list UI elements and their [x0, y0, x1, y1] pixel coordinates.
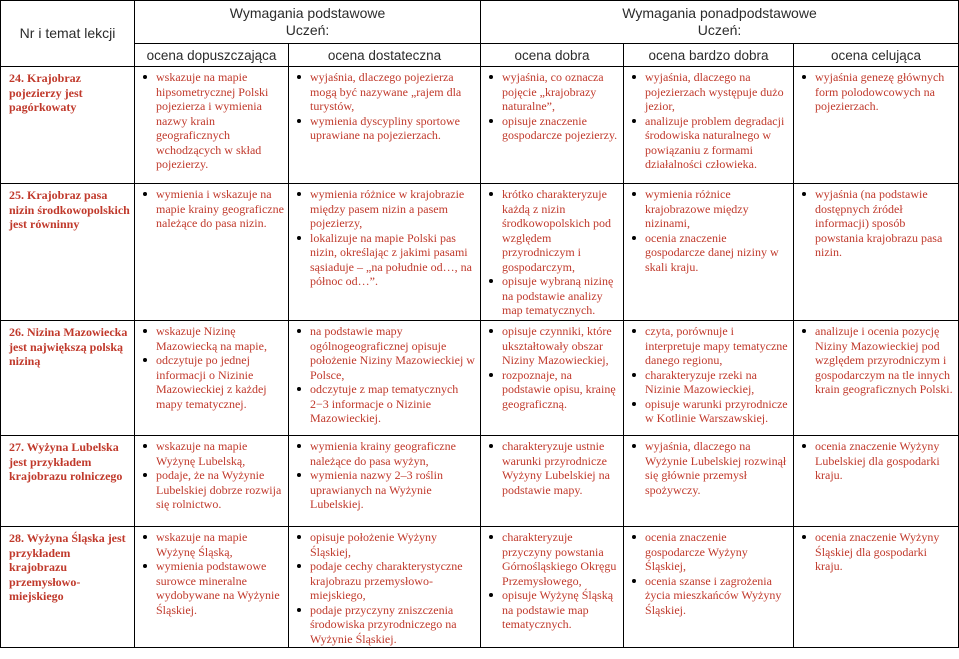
- requirement-cell: [794, 527, 959, 648]
- list-item: wskazuje na mapie hipsometrycznej Polski pojezierza i wymienia nazwy krain geograficznych wchodzących w skład pojezierzy.: [141, 70, 284, 172]
- list-item: wymienia i wskazuje na mapie krainy geograficzne należące do pasa nizin.: [141, 187, 284, 231]
- list-item: charakteryzuje rzeki na Nizinie Mazowieckiej,: [630, 368, 789, 397]
- requirement-cell: [794, 184, 959, 321]
- list-item: opisuje wybraną nizinę na podstawie analizy map tematycznych.: [487, 274, 619, 318]
- list-item: wyjaśnia, dlaczego na Wyżynie Lubelskiej rozwinął się głównie przemysł spożywczy.: [630, 439, 789, 497]
- requirement-cell: [135, 436, 289, 527]
- list-item: odczytuje po jednej informacji o Nizinie Mazowieckiej z każdej mapy tematycznej.: [141, 353, 284, 411]
- list-item: czyta, porównuje i interpretuje mapy tematyczne danego regionu,: [630, 324, 789, 368]
- requirement-cell: [135, 527, 289, 648]
- list-item: analizuje i ocenia pozycję Niziny Mazowieckiej pod względem przyrodniczym i gospodarczym na tle innych krain geograficznych Polski.: [800, 324, 954, 397]
- requirement-cell: [135, 321, 289, 436]
- list-item: opisuje czynniki, które ukształtowały obszar Niziny Mazowieckiej,: [487, 324, 619, 368]
- grade-header: ocena celująca: [794, 44, 959, 67]
- basic-header: Wymagania podstawowe Uczeń:: [135, 1, 481, 44]
- list-item: ocenia znaczenie Wyżyny Lubelskiej dla gospodarki kraju.: [800, 439, 954, 483]
- list-item: opisuje warunki przyrodnicze w Kotlinie Warszawskiej.: [630, 397, 789, 426]
- requirement-cell: [481, 67, 624, 184]
- requirement-cell: [289, 436, 481, 527]
- requirement-cell: [481, 184, 624, 321]
- list-item: opisuje znaczenie gospodarcze pojezierzy.: [487, 114, 619, 143]
- requirement-cell: [624, 321, 794, 436]
- list-item: rozpoznaje, na podstawie opisu, krainę geograficzną.: [487, 368, 619, 412]
- list-item: na podstawie mapy ogólnogeograficznej opisuje położenie Niziny Mazowieckiej w Polsce,: [295, 324, 476, 382]
- requirement-cell: [794, 436, 959, 527]
- requirement-cell: [624, 527, 794, 648]
- requirement-cell: [624, 67, 794, 184]
- requirement-cell: [481, 436, 624, 527]
- list-item: odczytuje z map tematycznych 2−3 informacje o Nizinie Mazowieckiej.: [295, 382, 476, 426]
- list-item: opisuje Wyżynę Śląską na podstawie map tematycznych.: [487, 588, 619, 632]
- list-item: wskazuje na mapie Wyżynę Śląską,: [141, 530, 284, 559]
- requirement-cell: [481, 321, 624, 436]
- list-item: ocenia znaczenie Wyżyny Śląskiej dla gospodarki kraju.: [800, 530, 954, 574]
- header-row-2: [1, 44, 959, 67]
- lesson-topic: 25. Krajobraz pasa nizin środkowopolskich jest równinny: [1, 184, 135, 321]
- requirement-cell: [624, 436, 794, 527]
- requirement-cell: [794, 67, 959, 184]
- requirement-cell: [794, 321, 959, 436]
- lesson-topic: 26. Nizina Mazowiecka jest największą polską niziną: [1, 321, 135, 436]
- list-item: wskazuje Nizinę Mazowiecką na mapie,: [141, 324, 284, 353]
- list-item: wymienia dyscypliny sportowe uprawiane na pojezierzach.: [295, 114, 476, 143]
- requirement-cell: [135, 67, 289, 184]
- list-item: wskazuje na mapie Wyżynę Lubelską,: [141, 439, 284, 468]
- list-item: podaje cechy charakterystyczne krajobrazu przemysłowo-miejskiego,: [295, 559, 476, 603]
- list-item: analizuje problem degradacji środowiska naturalnego w powiązaniu z formami działalności człowieka.: [630, 114, 789, 172]
- list-item: wymienia różnice krajobrazowe między nizinami,: [630, 187, 789, 231]
- list-item: ocenia znaczenie gospodarcze danej niziny w skali kraju.: [630, 231, 789, 275]
- requirement-cell: [289, 321, 481, 436]
- list-item: wyjaśnia (na podstawie dostępnych źródeł informacji) sposób powstania krajobrazu pasa nizin.: [800, 187, 954, 260]
- topic-header: Nr i temat lekcji: [1, 1, 135, 67]
- list-item: ocenia znaczenie gospodarcze Wyżyny Śląskiej,: [630, 530, 789, 574]
- header-row-1: [1, 1, 959, 44]
- table-row: [1, 67, 959, 184]
- requirement-cell: [135, 184, 289, 321]
- grade-header: ocena bardzo dobra: [624, 44, 794, 67]
- grade-header: ocena dobra: [481, 44, 624, 67]
- list-item: podaje, że na Wyżynie Lubelskiej dobrze rozwija się rolnictwo.: [141, 468, 284, 512]
- list-item: ocenia szanse i zagrożenia życia mieszkańców Wyżyny Śląskiej.: [630, 574, 789, 618]
- table-row: [1, 184, 959, 321]
- table-row: [1, 321, 959, 436]
- requirement-cell: [289, 527, 481, 648]
- lesson-topic: 24. Krajobraz pojezierzy jest pagórkowaty: [1, 67, 135, 184]
- list-item: wymienia nazwy 2–3 roślin uprawianych na Wyżynie Lubelskiej.: [295, 468, 476, 512]
- list-item: charakteryzuje ustnie warunki przyrodnicze Wyżyny Lubelskiej na podstawie mapy.: [487, 439, 619, 497]
- list-item: wymienia krainy geograficzne należące do pasa wyżyn,: [295, 439, 476, 468]
- grade-header: ocena dostateczna: [289, 44, 481, 67]
- table-row: [1, 527, 959, 648]
- requirement-cell: [624, 184, 794, 321]
- list-item: charakteryzuje przyczyny powstania Górnośląskiego Okręgu Przemysłowego,: [487, 530, 619, 588]
- requirement-cell: [289, 184, 481, 321]
- list-item: lokalizuje na mapie Polski pas nizin, określając z jakimi pasami sąsiaduje – „na południe od…, na północ od…”.: [295, 231, 476, 289]
- requirement-cell: [481, 527, 624, 648]
- table-row: [1, 436, 959, 527]
- list-item: wyjaśnia, dlaczego na pojezierzach występuje dużo jezior,: [630, 70, 789, 114]
- lesson-topic: 28. Wyżyna Śląska jest przykładem krajobrazu przemysłowo-miejskiego: [1, 527, 135, 648]
- list-item: wyjaśnia genezę głównych form polodowcowych na pojezierzach.: [800, 70, 954, 114]
- lesson-topic: 27. Wyżyna Lubelska jest przykładem krajobrazu rolniczego: [1, 436, 135, 527]
- grade-header: ocena dopuszczająca: [135, 44, 289, 67]
- list-item: wymienia różnice w krajobrazie między pasem nizin a pasem pojezierzy,: [295, 187, 476, 231]
- advanced-header: Wymagania ponadpodstawowe Uczeń:: [481, 1, 959, 44]
- list-item: wyjaśnia, dlaczego pojezierza mogą być nazywane „rajem dla turystów,: [295, 70, 476, 114]
- requirement-cell: [289, 67, 481, 184]
- list-item: podaje przyczyny zniszczenia środowiska przyrodniczego na Wyżynie Śląskiej.: [295, 603, 476, 647]
- list-item: krótko charakteryzuje każdą z nizin środkowopolskich pod względem przyrodniczym i gospodarczym,: [487, 187, 619, 274]
- list-item: opisuje położenie Wyżyny Śląskiej,: [295, 530, 476, 559]
- list-item: wyjaśnia, co oznacza pojęcie „krajobrazy naturalne”,: [487, 70, 619, 114]
- list-item: wymienia podstawowe surowce mineralne wydobywane na Wyżynie Śląskiej.: [141, 559, 284, 617]
